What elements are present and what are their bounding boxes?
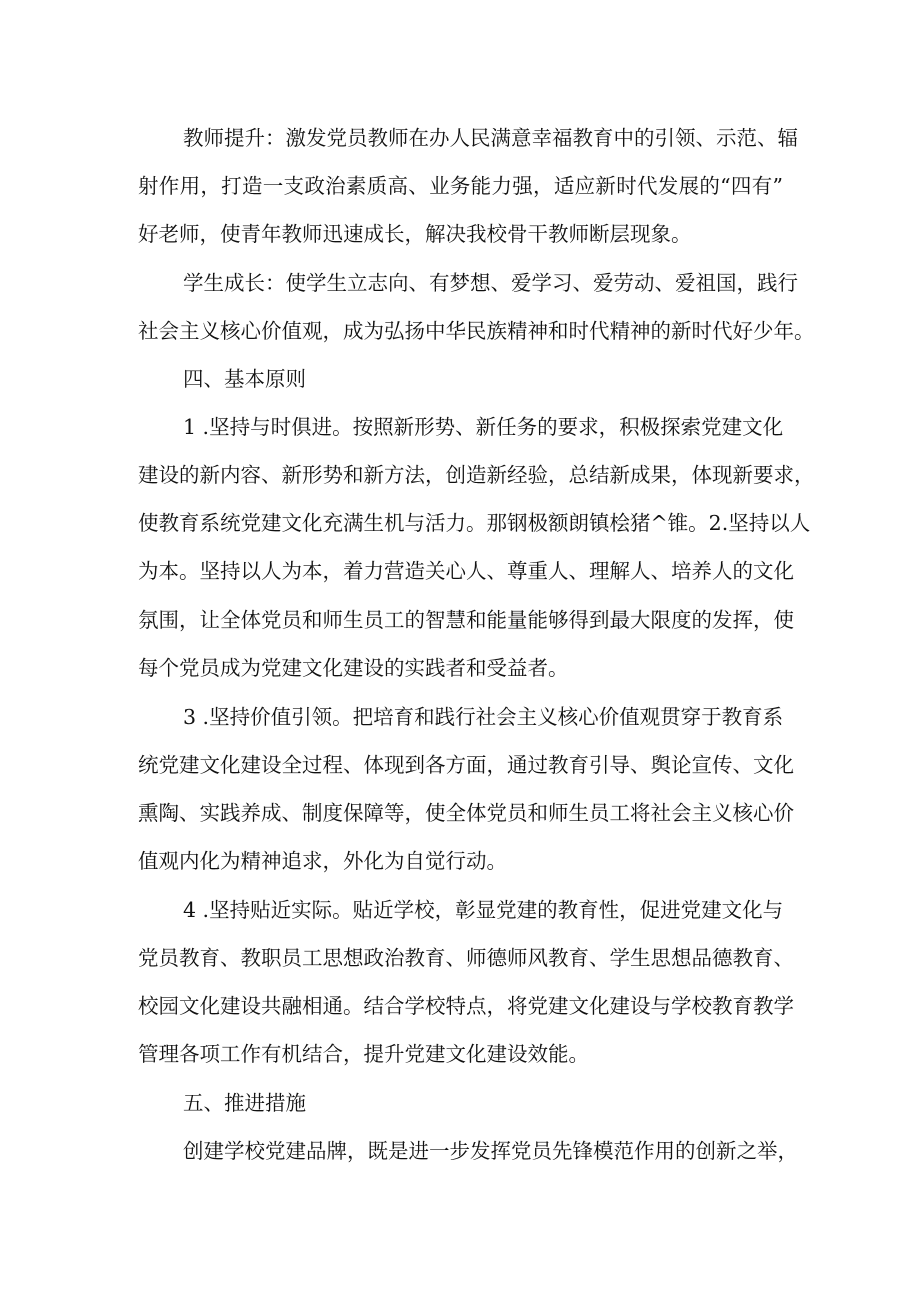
principle-3-line-2: 统党建文化建设全过程、体现到各方面，通过教育引导、舆论宣传、文化 [138, 753, 794, 777]
principle-3-line-3: 熏陶、实践养成、制度保障等，使全体党员和师生员工将社会主义核心价 [138, 801, 794, 825]
principle-1-line-1: 1 .坚持与时俱进。按照新形势、新任务的要求，积极探索党建文化 [183, 415, 784, 439]
measures-line-1: 创建学校党建品牌，既是进一步发挥党员先锋模范作用的创新之举， [183, 1139, 798, 1163]
principle-3-line-1: 3 .坚持价值引领。把培育和践行社会主义核心价值观贯穿于教育系 [183, 705, 784, 729]
principle-1-line-3: 使教育系统党建文化充满生机与活力。那钢极额朗镇桧猪^锥。2.坚持以人 [138, 511, 811, 535]
principle-1-line-2: 建设的新内容、新形势和新方法，创造新经验，总结新成果，体现新要求， [138, 463, 815, 487]
paragraph-student-line-2: 社会主义核心价值观，成为弘扬中华民族精神和时代精神的新时代好少年。 [138, 319, 815, 343]
principle-4-line-2: 党员教育、教职员工思想政治教育、师德师风教育、学生思想品德教育、 [138, 946, 794, 970]
principle-2-line-3: 每个党员成为党建文化建设的实践者和受益者。 [138, 656, 569, 680]
paragraph-student-line-1: 学生成长：使学生立志向、有梦想、爱学习、爱劳动、爱祖国，践行 [183, 271, 798, 295]
principle-4-line-1: 4 .坚持贴近实际。贴近学校，彰显党建的教育性，促进党建文化与 [183, 898, 784, 922]
principle-2-line-2: 氛围，让全体党员和师生员工的智慧和能量能够得到最大限度的发挥，使 [138, 608, 794, 632]
principle-3-line-4: 值观内化为精神追求，外化为自觉行动。 [138, 849, 507, 873]
paragraph-teacher-line-2: 射作用，打造一支政治素质高、业务能力强，适应新时代发展的“四有” [138, 174, 783, 198]
principle-2-line-1: 为本。坚持以人为本，着力营造关心人、尊重人、理解人、培养人的文化 [138, 559, 794, 583]
principle-4-line-4: 管理各项工作有机结合，提升党建文化建设效能。 [138, 1042, 589, 1066]
section-heading-principles: 四、基本原则 [183, 367, 306, 391]
principle-4-line-3: 校园文化建设共融相通。结合学校特点，将党建文化建设与学校教育教学 [138, 994, 794, 1018]
paragraph-teacher-line-1: 教师提升：激发党员教师在办人民满意幸福教育中的引领、示范、辐 [183, 126, 798, 150]
section-heading-measures: 五、推进措施 [183, 1091, 306, 1115]
paragraph-teacher-line-3: 好老师，使青年教师迅速成长，解决我校骨干教师断层现象。 [138, 222, 692, 246]
